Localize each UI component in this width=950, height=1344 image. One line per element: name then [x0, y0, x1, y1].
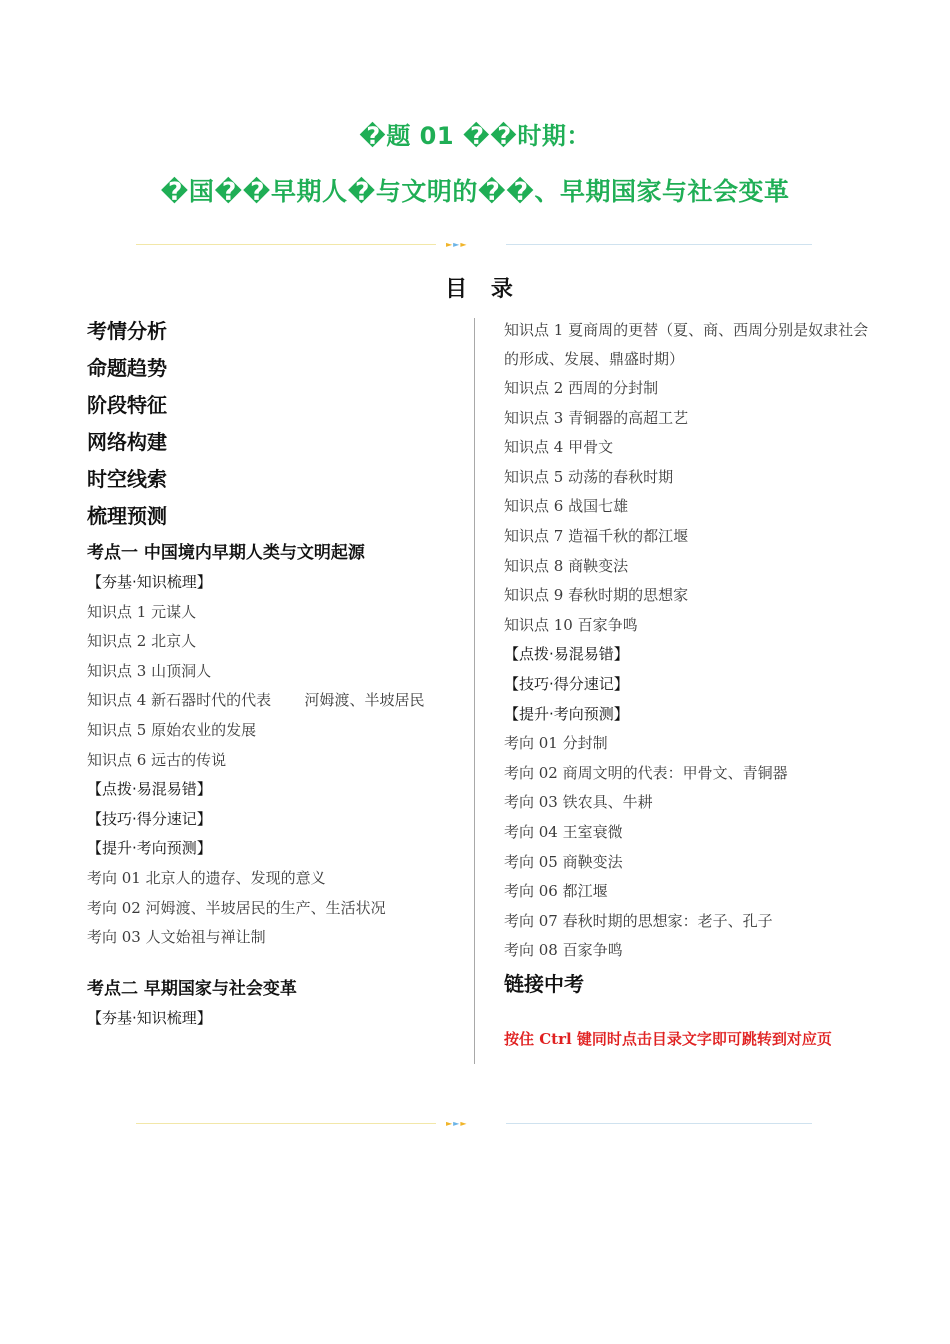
toc-sub-tips[interactable]: 【技巧·得分速记】: [87, 809, 212, 828]
toc-knowledge-point[interactable]: 知识点 2 西周的分封制: [504, 379, 659, 397]
toc-knowledge-point[interactable]: 知识点 1 夏商周的更替（夏、商、西周分别是奴隶社会的形成、发展、鼎盛时期）: [504, 321, 869, 368]
toc-left-column: [87, 316, 457, 1033]
toc-knowledge-point[interactable]: 知识点 6 战国七雄: [504, 497, 629, 516]
toc-direction[interactable]: 考向 06 都江堰: [504, 882, 608, 901]
toc-link-exam[interactable]: 链接中考: [504, 971, 584, 996]
toc-heading-stage[interactable]: 阶段特征: [87, 393, 167, 417]
ctrl-click-note: 按住 Ctrl 键同时点击目录文字即可跳转到对应页: [504, 1029, 832, 1048]
toc-sub-forecast-2[interactable]: 【提升·考向预测】: [504, 704, 629, 723]
toc-knowledge-point[interactable]: 知识点 1 元谋人: [87, 602, 197, 621]
toc-direction[interactable]: 考向 08 百家争鸣: [504, 941, 623, 960]
toc-sub-foundation[interactable]: 【夯基·知识梳理】: [87, 573, 212, 591]
toc-direction[interactable]: 考向 01 北京人的遗存、发现的意义: [87, 868, 326, 887]
toc-heading-analysis[interactable]: 考情分析: [87, 319, 167, 343]
page-title-line2: �国��早期人�与文明的��、早期国家与社会变革: [160, 177, 790, 206]
toc-knowledge-point[interactable]: 知识点 9 春秋时期的思想家: [504, 586, 689, 605]
toc-direction[interactable]: 考向 02 河姆渡、半坡居民的生产、生活状况: [87, 898, 386, 917]
toc-direction[interactable]: 考向 02 商周文明的代表：甲骨文、青铜器: [504, 763, 788, 782]
toc-knowledge-point[interactable]: 知识点 7 造福千秋的都江堰: [504, 526, 689, 545]
toc-knowledge-point[interactable]: 知识点 2 北京人: [87, 632, 197, 651]
toc-sub-forecast[interactable]: 【提升·考向预测】: [87, 839, 212, 858]
toc-direction[interactable]: 考向 03 铁农具、牛耕: [504, 793, 653, 812]
top-divider: ►►►: [136, 240, 812, 250]
toc-direction[interactable]: 考向 05 商鞅变法: [504, 852, 623, 871]
toc-sub-tips-2[interactable]: 【技巧·得分速记】: [504, 674, 629, 693]
toc-knowledge-point[interactable]: 知识点 5 动荡的春秋时期: [504, 467, 674, 486]
toc-direction[interactable]: 考向 04 王室衰微: [504, 822, 623, 841]
toc-heading-review[interactable]: 梳理预测: [87, 504, 167, 528]
toc-heading-timeline[interactable]: 时空线索: [87, 467, 167, 491]
toc-knowledge-point[interactable]: 知识点 4 新石器时代的代表 河姆渡、半坡居民: [87, 691, 425, 710]
toc-knowledge-point[interactable]: 知识点 10 百家争鸣: [504, 615, 638, 634]
toc-sub-mistakes-2[interactable]: 【点拨·易混易错】: [504, 645, 629, 664]
toc-right-column: [504, 316, 876, 1049]
toc-knowledge-point[interactable]: 知识点 3 山顶洞人: [87, 661, 212, 680]
toc-direction[interactable]: 考向 07 春秋时期的思想家：老子、孔子: [504, 911, 773, 930]
column-divider: [474, 318, 475, 1064]
toc-direction[interactable]: 考向 03 人文始祖与禅让制: [87, 928, 266, 947]
toc-section-1[interactable]: 考点一 中国境内早期人类与文明起源: [87, 543, 365, 563]
toc-knowledge-point[interactable]: 知识点 3 青铜器的高超工艺: [504, 408, 689, 427]
page-title-line1: �题 01 ��时期：: [359, 122, 591, 150]
toc-knowledge-point[interactable]: 知识点 8 商鞅变法: [504, 556, 629, 575]
toc-knowledge-point[interactable]: 知识点 4 甲骨文: [504, 438, 614, 457]
toc-direction[interactable]: 考向 01 分封制: [504, 734, 608, 753]
toc-sub-mistakes[interactable]: 【点拨·易混易错】: [87, 780, 212, 799]
toc-knowledge-point[interactable]: 知识点 5 原始农业的发展: [87, 720, 257, 739]
toc-knowledge-point[interactable]: 知识点 6 远古的传说: [87, 750, 227, 769]
toc-heading-network[interactable]: 网络构建: [87, 430, 167, 454]
toc-heading-trend[interactable]: 命题趋势: [87, 356, 167, 380]
toc-section-2[interactable]: 考点二 早期国家与社会变革: [87, 978, 297, 999]
toc-sub-foundation-2[interactable]: 【夯基·知识梳理】: [87, 1008, 212, 1027]
toc-title: 目 录: [445, 277, 521, 302]
bottom-divider: ►►►: [136, 1119, 812, 1129]
